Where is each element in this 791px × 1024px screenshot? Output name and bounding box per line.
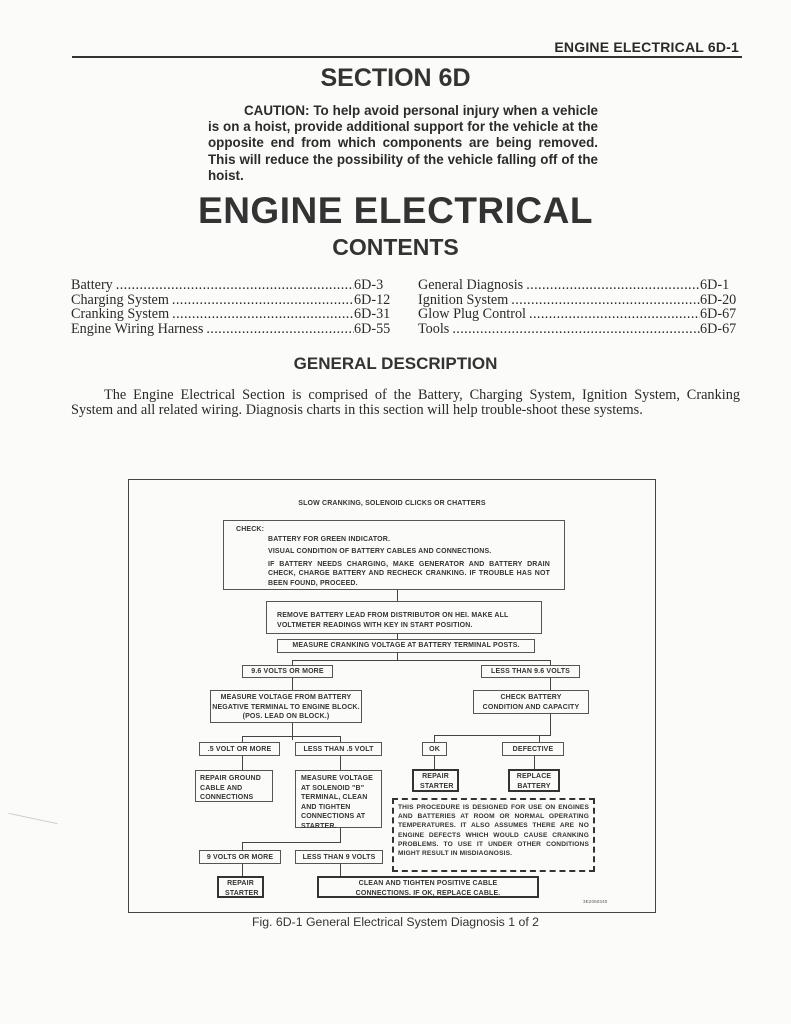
clean-tighten-box: CLEAN AND TIGHTEN POSITIVE CABLE CONNECTIONS. IF OK, REPLACE CABLE. (317, 876, 539, 898)
figure-caption: Fig. 6D-1 General Electrical System Diagnosis 1 of 2 (251, 915, 540, 929)
caution-notice (208, 103, 598, 184)
check-box (223, 520, 565, 590)
check-battery-box: CHECK BATTERY CONDITION AND CAPACITY (473, 690, 589, 714)
toc-left-column (71, 278, 392, 336)
figure-code: 3E2060340 (583, 899, 608, 904)
branch-ok: OK (422, 742, 447, 756)
toc-entry-engine-wiring-harness[interactable]: Engine Wiring Harness ..... 6D-55 (71, 322, 392, 337)
running-header: ENGINE ELECTRICAL 6D-1 (554, 39, 739, 55)
measure-cranking-box: MEASURE CRANKING VOLTAGE AT BATTERY TERMINAL POSTS. (277, 639, 535, 653)
contents-title: CONTENTS (332, 234, 459, 260)
branch-defective: DEFECTIVE (502, 742, 564, 756)
toc-entry-battery[interactable]: Battery ..... 6D-3 (71, 278, 392, 293)
toc-entry-glow-plug-control[interactable]: Glow Plug Control ..... 6D-67 (418, 307, 738, 322)
procedure-note: THIS PROCEDURE IS DESIGNED FOR USE ON ENGINES AND BATTERIES AT ROOM OR NORMAL OPERATING TEMPERATURES. IT ALSO ASSUMES THERE ARE NO ENGINE DEFECTS WHICH WOULD CAUSE CRANKING PROBLEMS. TO USE IT UNDER OTHER CONDITIONS MIGHT RESULT IN MISDIAGNOSIS. (392, 798, 595, 872)
toc-entry-tools[interactable]: Tools ..... 6D-67 (418, 322, 738, 337)
branch-9-or-more: 9 VOLTS OR MORE (199, 850, 281, 864)
general-description-body: The Engine Electrical Section is comprised of the Battery, Charging System, Ignition System, Cranking System and all related wiring. Diagnosis charts in this section will help trouble-shoot these systems. (71, 387, 740, 418)
replace-battery-box: REPLACE BATTERY (508, 769, 560, 792)
remove-lead-box: REMOVE BATTERY LEAD FROM DISTRIBUTOR ON HEI. MAKE ALL VOLTMETER READINGS WITH KEY IN START POSITION. (266, 601, 542, 634)
check-item: VISUAL CONDITION OF BATTERY CABLES AND CONNECTIONS. (268, 548, 492, 556)
measure-solenoid-box: MEASURE VOLTAGE AT SOLENOID "B" TERMINAL, CLEAN AND TIGHTEN CONNECTIONS AT STARTER. (295, 770, 382, 828)
branch-less-than-9-6: LESS THAN 9.6 VOLTS (481, 665, 580, 678)
toc-entry-cranking-system[interactable]: Cranking System ..... 6D-31 (71, 307, 392, 322)
branch-9-6-or-more: 9.6 VOLTS OR MORE (242, 665, 333, 678)
branch-0-5-or-more: .5 VOLT OR MORE (199, 742, 280, 756)
repair-ground-box: REPAIR GROUND CABLE AND CONNECTIONS (195, 770, 273, 802)
repair-starter-box-2: REPAIR STARTER (217, 876, 264, 898)
measure-negative-box: MEASURE VOLTAGE FROM BATTERY NEGATIVE TERMINAL TO ENGINE BLOCK. (POS. LEAD ON BLOCK.) (210, 690, 362, 723)
toc-right-column (418, 278, 738, 336)
check-heading: CHECK: (236, 526, 265, 533)
toc-entry-general-diagnosis[interactable]: General Diagnosis ..... 6D-1 (418, 278, 738, 293)
check-item: BATTERY FOR GREEN INDICATOR. (268, 535, 391, 543)
toc-entry-ignition-system[interactable]: Ignition System ..... 6D-20 (418, 293, 738, 308)
section-title: SECTION 6D (320, 64, 471, 92)
caution-text: CAUTION: To help avoid personal injury when a vehicle is on a hoist, provide additional support for the vehicle at the opposite end from which components are being removed. This will reduce the possibility of the vehicle falling off of the hoist. (208, 103, 598, 183)
main-title: ENGINE ELECTRICAL (198, 190, 593, 231)
branch-less-than-9: LESS THAN 9 VOLTS (295, 850, 383, 864)
flowchart-title: SLOW CRANKING, SOLENOID CLICKS OR CHATTERS (298, 500, 486, 507)
diagnosis-flowchart (128, 479, 656, 913)
branch-less-than-0-5: LESS THAN .5 VOLT (295, 742, 382, 756)
header-rule (72, 56, 742, 58)
general-description-title: GENERAL DESCRIPTION (293, 354, 498, 373)
toc-entry-charging-system[interactable]: Charging System ..... 6D-12 (71, 293, 392, 308)
repair-starter-box: REPAIR STARTER (412, 769, 459, 792)
check-item: IF BATTERY NEEDS CHARGING, MAKE GENERATOR AND BATTERY DRAIN CHECK, CHARGE BATTERY AND RECHECK CRANKING. IF TROUBLE HAS NOT BEEN FOUND, PROCEED. (268, 560, 550, 587)
scan-mark (8, 813, 57, 824)
